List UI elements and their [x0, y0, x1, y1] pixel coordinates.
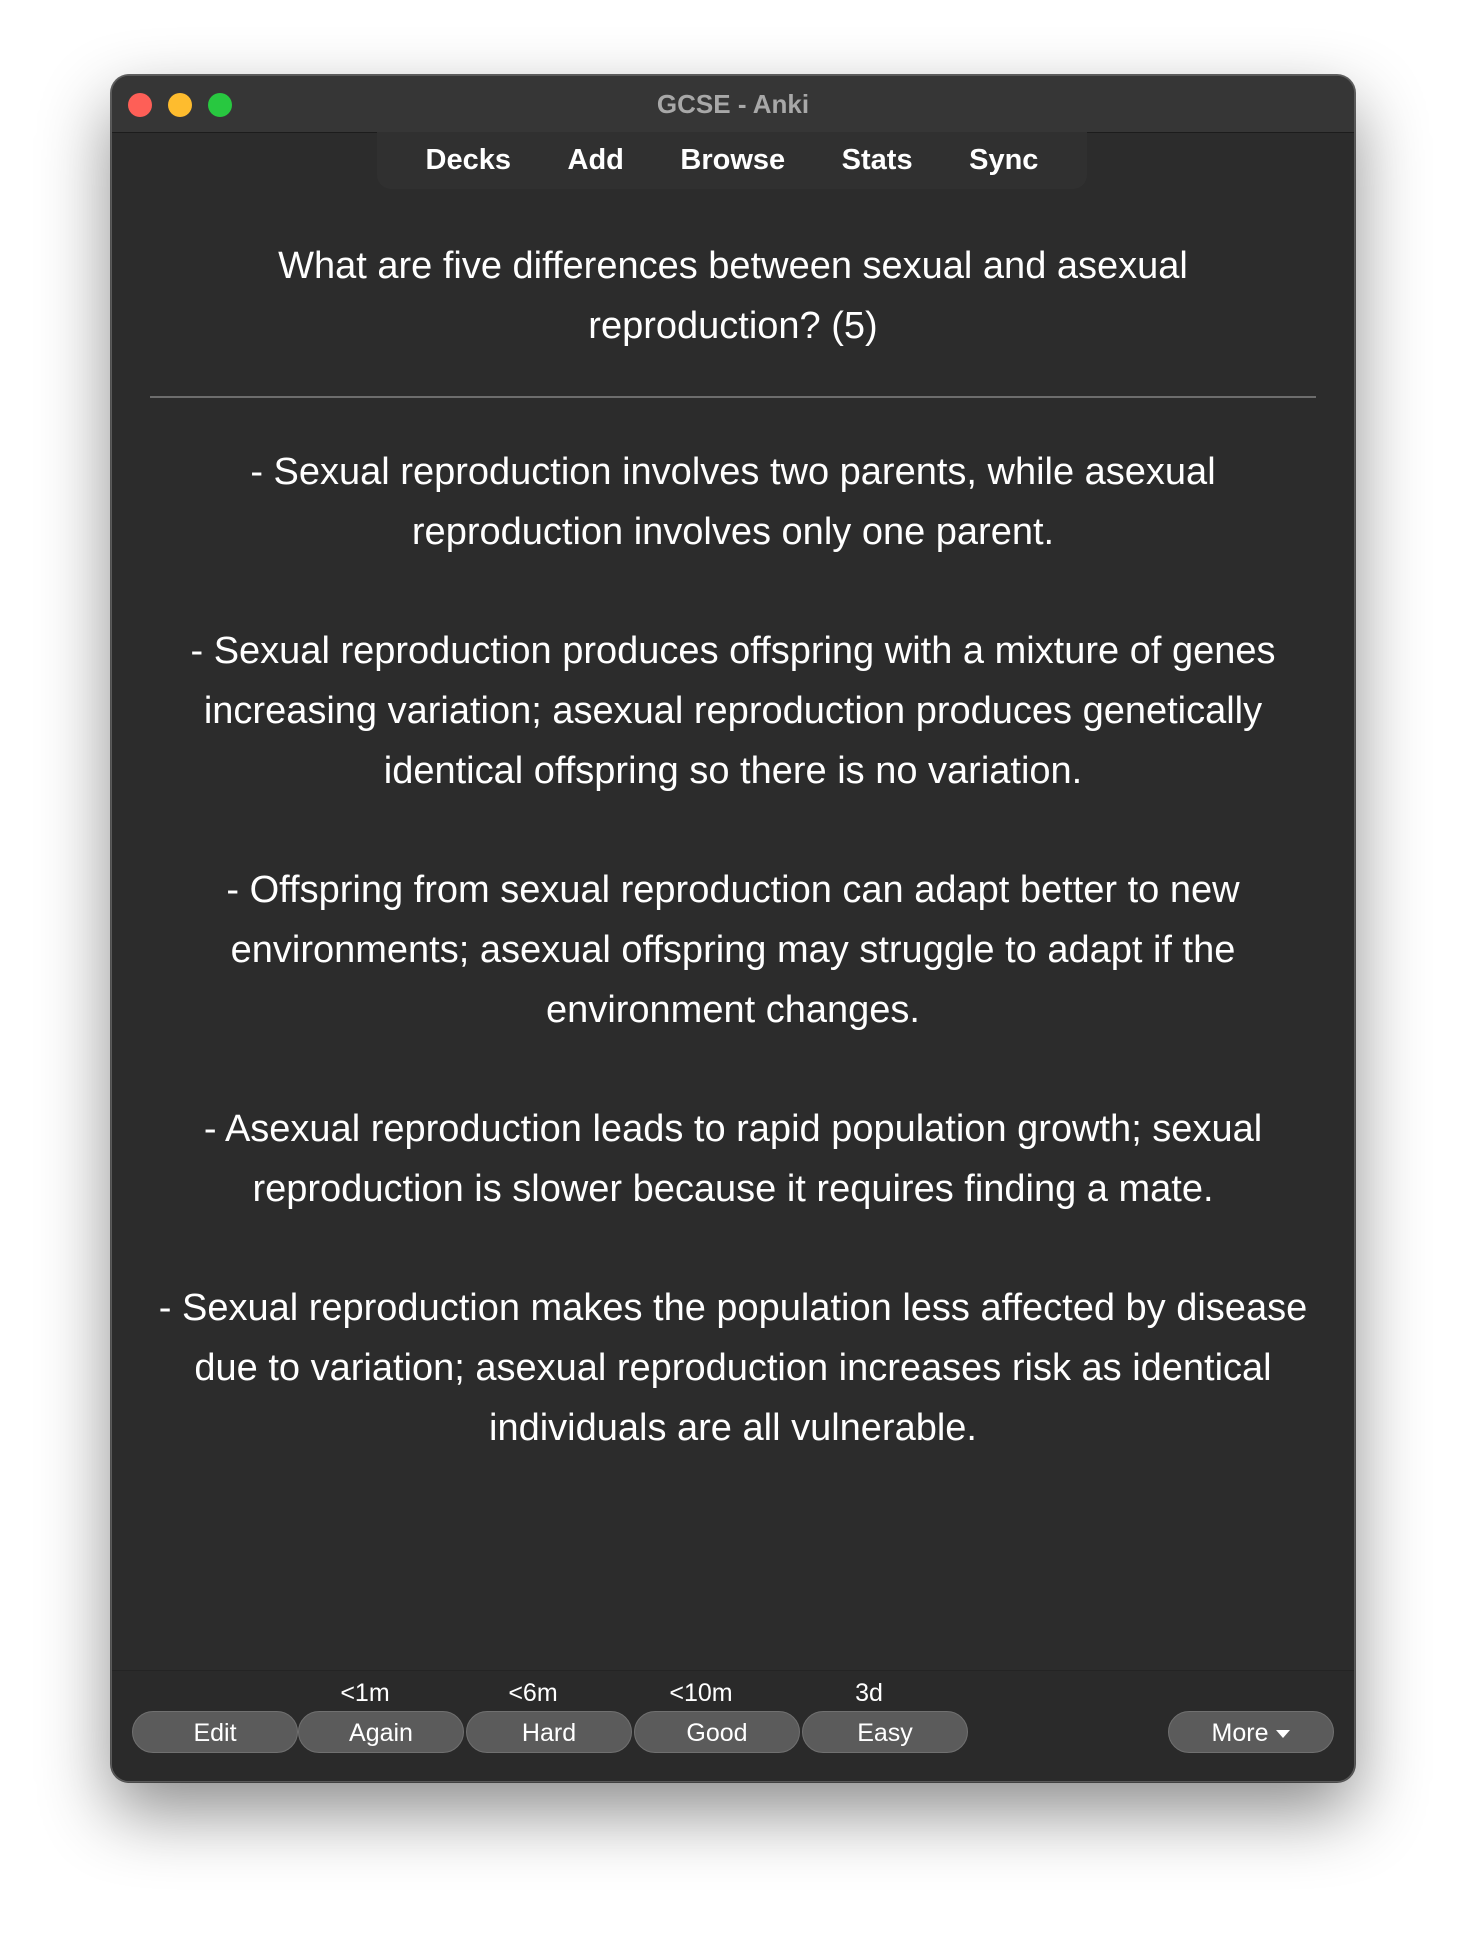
- card-content: [150, 236, 1316, 1517]
- edit-button[interactable]: Edit: [132, 1711, 298, 1753]
- card-answer: [150, 442, 1316, 1458]
- toolbar-sync[interactable]: Sync: [969, 144, 1039, 176]
- toolbar-decks[interactable]: Decks: [425, 144, 511, 176]
- easy-interval: 3d: [855, 1679, 883, 1707]
- again-interval: <1m: [340, 1679, 390, 1707]
- answer-point: - Sexual reproduction involves two parents, while asexual reproduction involves only one parent.: [250, 451, 1216, 553]
- answer-point: - Asexual reproduction leads to rapid population growth; sexual reproduction is slower because it requires finding a mate.: [203, 1108, 1263, 1210]
- answer-point: - Sexual reproduction makes the population less affected by disease due to variation; asexual reproduction increases risk as identical individuals are all vulnerable.: [158, 1287, 1308, 1449]
- toolbar-stats[interactable]: Stats: [841, 144, 913, 176]
- review-bottom-bar: [112, 1670, 1354, 1781]
- hard-button[interactable]: Hard: [466, 1711, 632, 1753]
- answer-point: - Sexual reproduction produces offspring with a mixture of genes increasing variation; asexual reproduction produces genetically identical offspring so there is no variation.: [190, 630, 1276, 792]
- answer-point: - Offspring from sexual reproduction can adapt better to new environments; asexual offspring may struggle to adapt if the environment changes.: [226, 869, 1240, 1031]
- easy-button[interactable]: Easy: [802, 1711, 968, 1753]
- toolbar-add[interactable]: Add: [567, 144, 624, 176]
- window-title: GCSE - Anki: [656, 89, 810, 119]
- title-bar[interactable]: [112, 76, 1354, 133]
- toolbar-browse[interactable]: Browse: [680, 144, 786, 176]
- caret-down-icon: [1276, 1730, 1290, 1738]
- good-interval: <10m: [669, 1679, 733, 1707]
- card-question: What are five differences between sexual and asexual reproduction? (5): [278, 245, 1188, 347]
- hard-interval: <6m: [508, 1679, 558, 1707]
- answer-divider: [150, 396, 1316, 398]
- more-button[interactable]: [1168, 1711, 1334, 1753]
- more-label: More: [1211, 1719, 1269, 1747]
- main-toolbar: [377, 132, 1087, 189]
- good-button[interactable]: Good: [634, 1711, 800, 1753]
- anki-window: [111, 75, 1355, 1782]
- again-button[interactable]: Again: [298, 1711, 464, 1753]
